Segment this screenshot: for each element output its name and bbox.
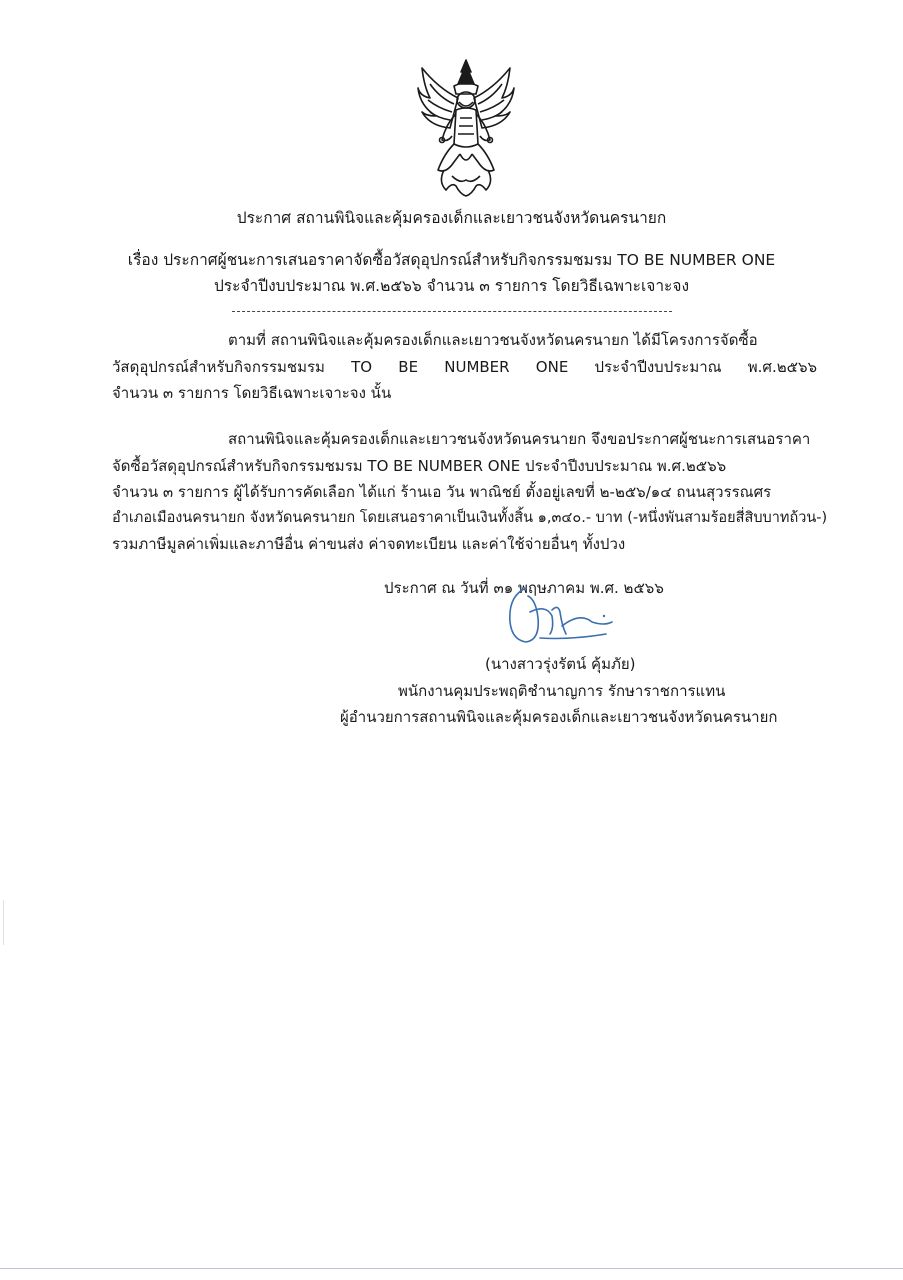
paragraph-2-line-5: รวมภาษีมูลค่าเพิ่มและภาษีอื่น ค่าขนส่ง ค่าจดทะเบียน และค่าใช้จ่ายอื่นๆ ทั้งปวง [112, 535, 626, 553]
separator-line [232, 311, 672, 312]
paragraph-1-line-2: วัสดุอุปกรณ์สำหรับกิจกรรมชมรม TO BE NUMBER ONE ประจำปีงบประมาณ พ.ศ.๒๕๖๖ [112, 358, 817, 376]
paragraph-1-line-3: จำนวน ๓ รายการ โดยวิธีเฉพาะเจาะจง นั้น [112, 384, 392, 402]
paragraph-1-line-1: ตามที่ สถานพินิจและคุ้มครองเด็กและเยาวชนจังหวัดนครนายก ได้มีโครงการจัดซื้อ [228, 331, 758, 349]
announcement-title: ประกาศ สถานพินิจและคุ้มครองเด็กและเยาวชนจังหวัดนครนายก [236, 209, 667, 227]
signer-office: ผู้อำนวยการสถานพินิจและคุ้มครองเด็กและเยาวชนจังหวัดนครนายก [340, 708, 778, 726]
paragraph-2-line-3: จำนวน ๓ รายการ ผู้ได้รับการคัดเลือก ได้แก่ ร้านเอ วัน พาณิชย์ ตั้งอยู่เลขที่ ๒-๒๕๖/๑๔ ถนนสุวรรณศร [112, 483, 772, 501]
signer-position: พนักงานคุมประพฤติชำนาญการ รักษาราชการแทน [398, 682, 726, 700]
subject-line-2: ประจำปีงบประมาณ พ.ศ.๒๕๖๖ จำนวน ๓ รายการ โดยวิธีเฉพาะเจาะจง [213, 277, 690, 295]
scan-mark [3, 900, 4, 945]
paragraph-2-line-1: สถานพินิจและคุ้มครองเด็กและเยาวชนจังหวัดนครนายก จึงขอประกาศผู้ชนะการเสนอราคา [228, 430, 811, 448]
garuda-emblem-icon [416, 58, 516, 198]
announce-date: ประกาศ ณ วันที่ ๓๑ พฤษภาคม พ.ศ. ๒๕๖๖ [384, 579, 664, 597]
paragraph-2-line-2: จัดซื้อวัสดุอุปกรณ์สำหรับกิจกรรมชมรม TO BE NUMBER ONE ประจำปีงบประมาณ พ.ศ.๒๕๖๖ [112, 457, 727, 475]
paragraph-2-line-4: อำเภอเมืองนครนายก จังหวัดนครนายก โดยเสนอราคาเป็นเงินทั้งสิ้น ๑,๓๔๐.- บาท (-หนึ่งพันสามร้อยสี่สิบบาทถ้วน-) [112, 510, 828, 526]
signer-name: (นางสาวรุ่งรัตน์ คุ้มภัย) [485, 655, 636, 673]
scan-bottom-edge [0, 1268, 903, 1269]
subject-line-1: เรื่อง ประกาศผู้ชนะการเสนอราคาจัดซื้อวัสดุอุปกรณ์สำหรับกิจกรรมชมรม TO BE NUMBER ONE [127, 251, 776, 269]
handwritten-signature-icon [500, 582, 625, 652]
